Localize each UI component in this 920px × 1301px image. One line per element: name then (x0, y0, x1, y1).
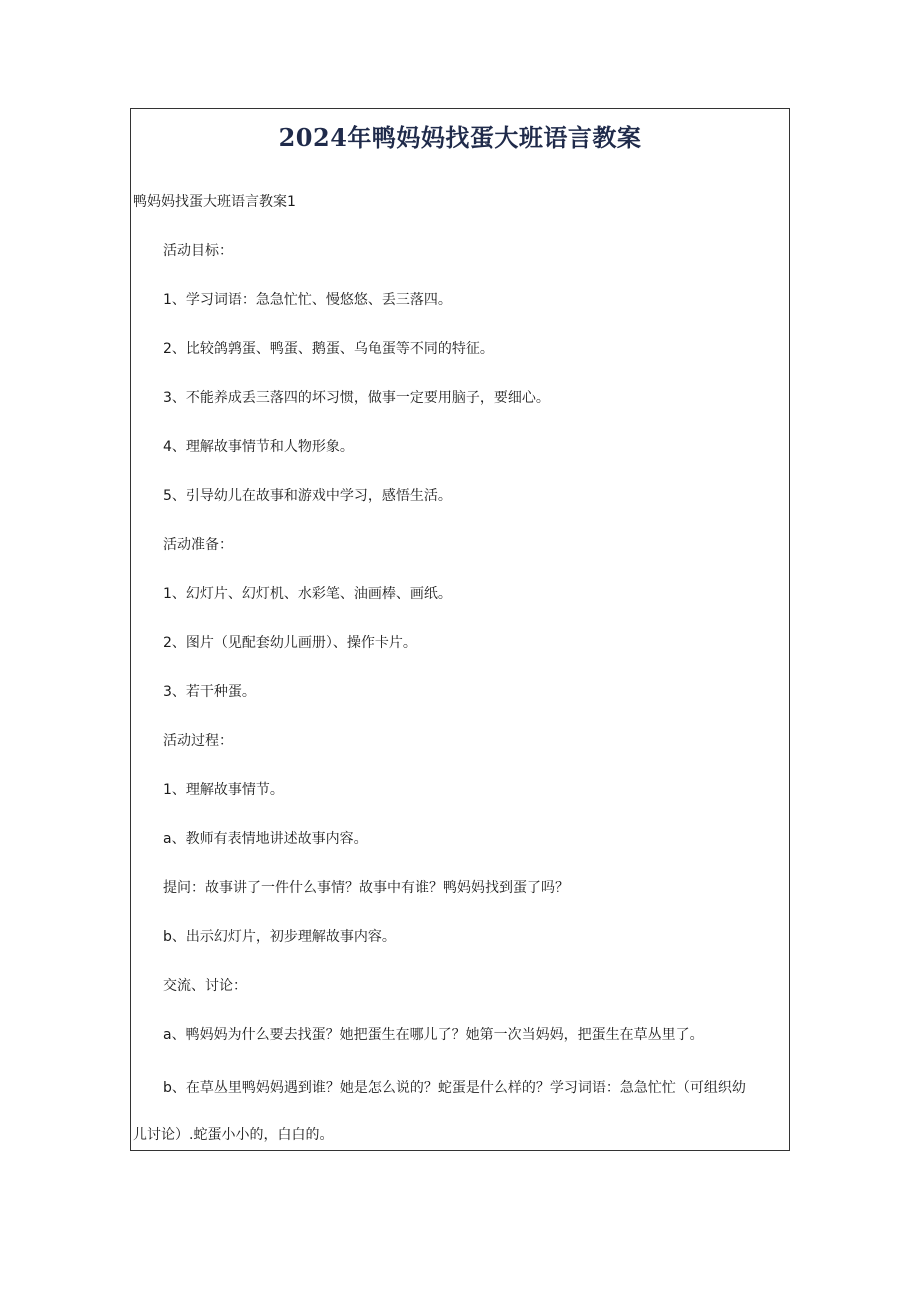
paragraph: 1、幻灯片、幻灯机、水彩笔、油画棒、画纸。 (163, 586, 452, 602)
paragraph: 1、学习词语：急急忙忙、慢悠悠、丢三落四。 (163, 292, 452, 308)
section-heading: 鸭妈妈找蛋大班语言教案1 (133, 194, 296, 210)
paragraph: a、鸭妈妈为什么要去找蛋？她把蛋生在哪儿了？她第一次当妈妈，把蛋生在草丛里了。 (163, 1027, 704, 1043)
paragraph: 4、理解故事情节和人物形象。 (163, 439, 354, 455)
paragraph-wrapped-first-line: b、在草丛里鸭妈妈遇到谁？她是怎么说的？蛇蛋是什么样的？学习词语：急急忙忙（可组织幼 (163, 1080, 746, 1096)
paragraph: 3、不能养成丢三落四的坏习惯，做事一定要用脑子，要细心。 (163, 390, 550, 406)
document-title: 2024年鸭妈妈找蛋大班语言教案 (278, 123, 642, 152)
paragraph: 提问：故事讲了一件什么事情？故事中有谁？鸭妈妈找到蛋了吗？ (163, 880, 569, 896)
paragraph-wrapped-continuation: 儿讨论）.蛇蛋小小的，白白的。 (133, 1127, 334, 1143)
paragraph: 2、图片（见配套幼儿画册）、操作卡片。 (163, 635, 417, 651)
paragraph: 活动准备： (163, 537, 233, 553)
paragraph: 5、引导幼儿在故事和游戏中学习，感悟生活。 (163, 488, 452, 504)
paragraph: 活动过程： (163, 733, 233, 749)
paragraph: 3、若干种蛋。 (163, 684, 256, 700)
paragraph: a、教师有表情地讲述故事内容。 (163, 831, 368, 847)
paragraph: b、出示幻灯片，初步理解故事内容。 (163, 929, 396, 945)
paragraph: 1、理解故事情节。 (163, 782, 284, 798)
paragraph: 2、比较鸽鹑蛋、鸭蛋、鹅蛋、乌龟蛋等不同的特征。 (163, 341, 494, 357)
paragraph: 活动目标： (163, 243, 233, 259)
paragraph: 交流、讨论： (163, 978, 247, 994)
